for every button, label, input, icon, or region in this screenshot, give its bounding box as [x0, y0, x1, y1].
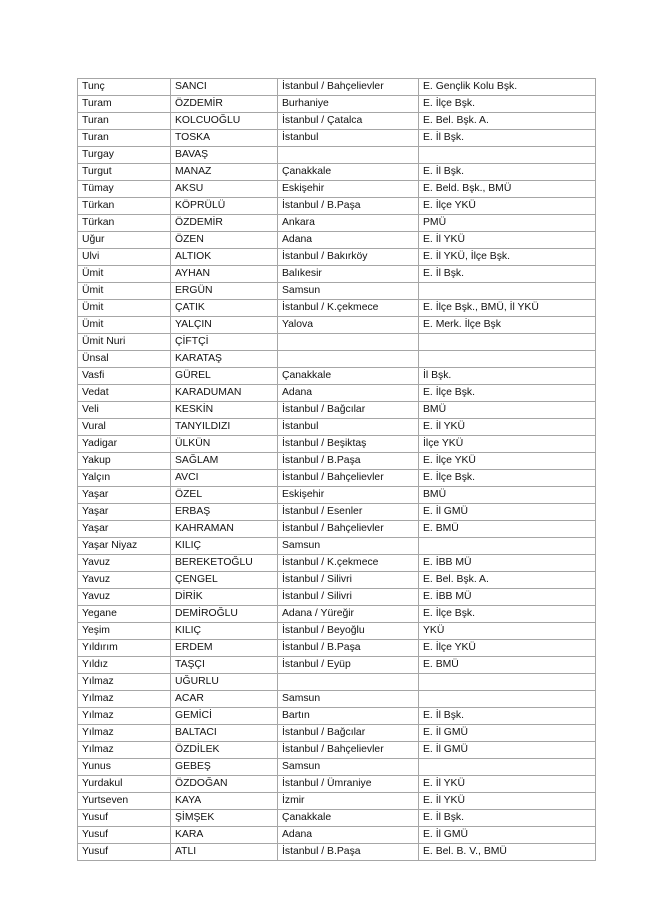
- table-row: [78, 691, 596, 708]
- role-cell: E. Gençlik Kolu Bşk.: [419, 79, 596, 96]
- location-cell: [278, 351, 419, 368]
- first-name-cell: Yılmaz: [78, 725, 171, 742]
- last-name-cell: GÜREL: [171, 368, 278, 385]
- role-cell: E. İlçe Bşk.: [419, 385, 596, 402]
- location-cell: Samsun: [278, 759, 419, 776]
- last-name-cell: KARADUMAN: [171, 385, 278, 402]
- location-cell: İzmir: [278, 793, 419, 810]
- role-cell: E. İlçe Bşk., BMÜ, İl YKÜ: [419, 300, 596, 317]
- first-name-cell: Ümit: [78, 266, 171, 283]
- role-cell: YKÜ: [419, 623, 596, 640]
- first-name-cell: Turgut: [78, 164, 171, 181]
- table-row: [78, 742, 596, 759]
- location-cell: Samsun: [278, 283, 419, 300]
- role-cell: E. İl Bşk.: [419, 164, 596, 181]
- table-row: [78, 351, 596, 368]
- last-name-cell: TOSKA: [171, 130, 278, 147]
- role-cell: E. İl YKÜ: [419, 232, 596, 249]
- first-name-cell: Turan: [78, 113, 171, 130]
- role-cell: E. Bel. B. V., BMÜ: [419, 844, 596, 861]
- table-row: [78, 793, 596, 810]
- location-cell: Eskişehir: [278, 181, 419, 198]
- last-name-cell: KAYA: [171, 793, 278, 810]
- first-name-cell: Ümit Nuri: [78, 334, 171, 351]
- last-name-cell: ERBAŞ: [171, 504, 278, 521]
- first-name-cell: Türkan: [78, 215, 171, 232]
- first-name-cell: Yadigar: [78, 436, 171, 453]
- first-name-cell: Yavuz: [78, 572, 171, 589]
- last-name-cell: TAŞÇI: [171, 657, 278, 674]
- table-row: [78, 368, 596, 385]
- location-cell: İstanbul / Beyoğlu: [278, 623, 419, 640]
- location-cell: İstanbul / Bahçelievler: [278, 521, 419, 538]
- role-cell: İl Bşk.: [419, 368, 596, 385]
- location-cell: Samsun: [278, 538, 419, 555]
- first-name-cell: Yıldız: [78, 657, 171, 674]
- role-cell: E. İl Bşk.: [419, 266, 596, 283]
- first-name-cell: Ümit: [78, 300, 171, 317]
- last-name-cell: ALTIOK: [171, 249, 278, 266]
- first-name-cell: Uğur: [78, 232, 171, 249]
- location-cell: İstanbul / Çatalca: [278, 113, 419, 130]
- table-row: [78, 810, 596, 827]
- first-name-cell: Yakup: [78, 453, 171, 470]
- table-row: [78, 521, 596, 538]
- role-cell: E. İl Bşk.: [419, 708, 596, 725]
- table-row: [78, 198, 596, 215]
- table-row: [78, 181, 596, 198]
- location-cell: [278, 674, 419, 691]
- location-cell: İstanbul / B.Paşa: [278, 453, 419, 470]
- location-cell: İstanbul: [278, 130, 419, 147]
- location-cell: İstanbul: [278, 419, 419, 436]
- last-name-cell: ÇENGEL: [171, 572, 278, 589]
- role-cell: E. İl YKÜ, İlçe Bşk.: [419, 249, 596, 266]
- last-name-cell: KARATAŞ: [171, 351, 278, 368]
- role-cell: E. İl GMÜ: [419, 725, 596, 742]
- first-name-cell: Yurtseven: [78, 793, 171, 810]
- table-row: [78, 453, 596, 470]
- role-cell: E. İl GMÜ: [419, 742, 596, 759]
- table-row: [78, 555, 596, 572]
- role-cell: E. İlçe Bşk.: [419, 470, 596, 487]
- table-row: [78, 759, 596, 776]
- table-row: [78, 436, 596, 453]
- location-cell: Eskişehir: [278, 487, 419, 504]
- table-row: [78, 215, 596, 232]
- last-name-cell: AYHAN: [171, 266, 278, 283]
- last-name-cell: KARA: [171, 827, 278, 844]
- first-name-cell: Yaşar: [78, 521, 171, 538]
- role-cell: E. İl YKÜ: [419, 419, 596, 436]
- location-cell: İstanbul / B.Paşa: [278, 640, 419, 657]
- location-cell: Yalova: [278, 317, 419, 334]
- location-cell: [278, 147, 419, 164]
- last-name-cell: BALTACI: [171, 725, 278, 742]
- last-name-cell: KILIÇ: [171, 538, 278, 555]
- role-cell: E. İl GMÜ: [419, 504, 596, 521]
- location-cell: İstanbul / Bahçelievler: [278, 470, 419, 487]
- role-cell: BMÜ: [419, 402, 596, 419]
- table-row: [78, 113, 596, 130]
- last-name-cell: KESKİN: [171, 402, 278, 419]
- first-name-cell: Turam: [78, 96, 171, 113]
- first-name-cell: Yılmaz: [78, 708, 171, 725]
- last-name-cell: SANCI: [171, 79, 278, 96]
- table-row: [78, 130, 596, 147]
- first-name-cell: Turgay: [78, 147, 171, 164]
- role-cell: E. Beld. Bşk., BMÜ: [419, 181, 596, 198]
- table-row: [78, 487, 596, 504]
- last-name-cell: ÇATIK: [171, 300, 278, 317]
- role-cell: E. İl YKÜ: [419, 776, 596, 793]
- first-name-cell: Yunus: [78, 759, 171, 776]
- last-name-cell: KOLCUOĞLU: [171, 113, 278, 130]
- role-cell: E. İlçe Bşk.: [419, 96, 596, 113]
- first-name-cell: Tümay: [78, 181, 171, 198]
- table-row: [78, 164, 596, 181]
- table-row: [78, 266, 596, 283]
- first-name-cell: Veli: [78, 402, 171, 419]
- table-row: [78, 844, 596, 861]
- role-cell: [419, 538, 596, 555]
- first-name-cell: Ümit: [78, 283, 171, 300]
- last-name-cell: TANYILDIZI: [171, 419, 278, 436]
- role-cell: [419, 759, 596, 776]
- first-name-cell: Vedat: [78, 385, 171, 402]
- first-name-cell: Yılmaz: [78, 691, 171, 708]
- table-row: [78, 283, 596, 300]
- table-row: [78, 572, 596, 589]
- location-cell: Samsun: [278, 691, 419, 708]
- last-name-cell: ÖZEL: [171, 487, 278, 504]
- last-name-cell: ÖZDİLEK: [171, 742, 278, 759]
- role-cell: [419, 691, 596, 708]
- table-row: [78, 470, 596, 487]
- first-name-cell: Yılmaz: [78, 674, 171, 691]
- first-name-cell: Yılmaz: [78, 742, 171, 759]
- table-row: [78, 334, 596, 351]
- role-cell: E. İBB MÜ: [419, 555, 596, 572]
- table-row: [78, 300, 596, 317]
- role-cell: [419, 283, 596, 300]
- role-cell: [419, 147, 596, 164]
- table-row: [78, 504, 596, 521]
- last-name-cell: ACAR: [171, 691, 278, 708]
- first-name-cell: Yıldırım: [78, 640, 171, 657]
- location-cell: İstanbul / Bakırköy: [278, 249, 419, 266]
- role-cell: [419, 351, 596, 368]
- role-cell: E. İBB MÜ: [419, 589, 596, 606]
- first-name-cell: Vasfi: [78, 368, 171, 385]
- first-name-cell: Yaşar Niyaz: [78, 538, 171, 555]
- first-name-cell: Yeşim: [78, 623, 171, 640]
- location-cell: Bartın: [278, 708, 419, 725]
- first-name-cell: Yaşar: [78, 487, 171, 504]
- location-cell: İstanbul / Beşiktaş: [278, 436, 419, 453]
- first-name-cell: Yavuz: [78, 589, 171, 606]
- last-name-cell: ŞİMŞEK: [171, 810, 278, 827]
- last-name-cell: ERGÜN: [171, 283, 278, 300]
- table-row: [78, 827, 596, 844]
- last-name-cell: GEBEŞ: [171, 759, 278, 776]
- table-row: [78, 589, 596, 606]
- role-cell: E. Merk. İlçe Bşk: [419, 317, 596, 334]
- table-row: [78, 249, 596, 266]
- first-name-cell: Yavuz: [78, 555, 171, 572]
- location-cell: İstanbul / Bahçelievler: [278, 742, 419, 759]
- last-name-cell: ÖZDOĞAN: [171, 776, 278, 793]
- location-cell: Adana / Yüreğir: [278, 606, 419, 623]
- role-cell: İlçe YKÜ: [419, 436, 596, 453]
- location-cell: Adana: [278, 385, 419, 402]
- first-name-cell: Turan: [78, 130, 171, 147]
- table-row: [78, 606, 596, 623]
- last-name-cell: ÖZDEMİR: [171, 96, 278, 113]
- location-cell: Adana: [278, 232, 419, 249]
- table-row: [78, 79, 596, 96]
- table-row: [78, 538, 596, 555]
- last-name-cell: UĞURLU: [171, 674, 278, 691]
- last-name-cell: ÖZEN: [171, 232, 278, 249]
- last-name-cell: BAVAŞ: [171, 147, 278, 164]
- table-row: [78, 419, 596, 436]
- location-cell: İstanbul / B.Paşa: [278, 844, 419, 861]
- location-cell: Burhaniye: [278, 96, 419, 113]
- role-cell: E. İlçe YKÜ: [419, 453, 596, 470]
- role-cell: E. BMÜ: [419, 521, 596, 538]
- first-name-cell: Yurdakul: [78, 776, 171, 793]
- location-cell: Çanakkale: [278, 164, 419, 181]
- table-row: [78, 385, 596, 402]
- role-cell: E. İlçe YKÜ: [419, 640, 596, 657]
- last-name-cell: GEMİCİ: [171, 708, 278, 725]
- last-name-cell: SAĞLAM: [171, 453, 278, 470]
- table-row: [78, 640, 596, 657]
- first-name-cell: Tunç: [78, 79, 171, 96]
- location-cell: İstanbul / Bağcılar: [278, 402, 419, 419]
- table-row: [78, 147, 596, 164]
- last-name-cell: AKSU: [171, 181, 278, 198]
- last-name-cell: MANAZ: [171, 164, 278, 181]
- role-cell: E. İl Bşk.: [419, 130, 596, 147]
- role-cell: E. BMÜ: [419, 657, 596, 674]
- last-name-cell: ERDEM: [171, 640, 278, 657]
- location-cell: Çanakkale: [278, 810, 419, 827]
- last-name-cell: KAHRAMAN: [171, 521, 278, 538]
- role-cell: E. İlçe YKÜ: [419, 198, 596, 215]
- role-cell: PMÜ: [419, 215, 596, 232]
- last-name-cell: DİRİK: [171, 589, 278, 606]
- location-cell: İstanbul / Silivri: [278, 589, 419, 606]
- last-name-cell: ÜLKÜN: [171, 436, 278, 453]
- last-name-cell: KÖPRÜLÜ: [171, 198, 278, 215]
- location-cell: İstanbul / Silivri: [278, 572, 419, 589]
- location-cell: Adana: [278, 827, 419, 844]
- role-cell: E. İl GMÜ: [419, 827, 596, 844]
- location-cell: İstanbul / Ümraniye: [278, 776, 419, 793]
- table-row: [78, 708, 596, 725]
- first-name-cell: Yaşar: [78, 504, 171, 521]
- first-name-cell: Ulvi: [78, 249, 171, 266]
- member-table-body: [78, 79, 596, 861]
- first-name-cell: Yalçın: [78, 470, 171, 487]
- location-cell: İstanbul / Esenler: [278, 504, 419, 521]
- location-cell: İstanbul / K.çekmece: [278, 555, 419, 572]
- table-row: [78, 232, 596, 249]
- last-name-cell: DEMİROĞLU: [171, 606, 278, 623]
- last-name-cell: ÖZDEMİR: [171, 215, 278, 232]
- member-table: [77, 78, 596, 861]
- table-row: [78, 623, 596, 640]
- role-cell: BMÜ: [419, 487, 596, 504]
- table-row: [78, 725, 596, 742]
- first-name-cell: Türkan: [78, 198, 171, 215]
- table-row: [78, 402, 596, 419]
- location-cell: [278, 334, 419, 351]
- location-cell: İstanbul / B.Paşa: [278, 198, 419, 215]
- first-name-cell: Ümit: [78, 317, 171, 334]
- location-cell: İstanbul / Bahçelievler: [278, 79, 419, 96]
- table-row: [78, 96, 596, 113]
- role-cell: E. Bel. Bşk. A.: [419, 113, 596, 130]
- first-name-cell: Ünsal: [78, 351, 171, 368]
- location-cell: Balıkesir: [278, 266, 419, 283]
- first-name-cell: Yusuf: [78, 810, 171, 827]
- table-row: [78, 776, 596, 793]
- table-row: [78, 674, 596, 691]
- role-cell: E. İl Bşk.: [419, 810, 596, 827]
- location-cell: İstanbul / K.çekmece: [278, 300, 419, 317]
- first-name-cell: Vural: [78, 419, 171, 436]
- last-name-cell: AVCI: [171, 470, 278, 487]
- location-cell: Ankara: [278, 215, 419, 232]
- last-name-cell: ÇİFTÇİ: [171, 334, 278, 351]
- last-name-cell: ATLI: [171, 844, 278, 861]
- location-cell: Çanakkale: [278, 368, 419, 385]
- last-name-cell: YALÇIN: [171, 317, 278, 334]
- role-cell: E. Bel. Bşk. A.: [419, 572, 596, 589]
- last-name-cell: BEREKETOĞLU: [171, 555, 278, 572]
- role-cell: E. İl YKÜ: [419, 793, 596, 810]
- table-row: [78, 657, 596, 674]
- first-name-cell: Yusuf: [78, 844, 171, 861]
- role-cell: [419, 674, 596, 691]
- table-row: [78, 317, 596, 334]
- first-name-cell: Yegane: [78, 606, 171, 623]
- role-cell: [419, 334, 596, 351]
- role-cell: E. İlçe Bşk.: [419, 606, 596, 623]
- location-cell: İstanbul / Bağcılar: [278, 725, 419, 742]
- location-cell: İstanbul / Eyüp: [278, 657, 419, 674]
- last-name-cell: KILIÇ: [171, 623, 278, 640]
- first-name-cell: Yusuf: [78, 827, 171, 844]
